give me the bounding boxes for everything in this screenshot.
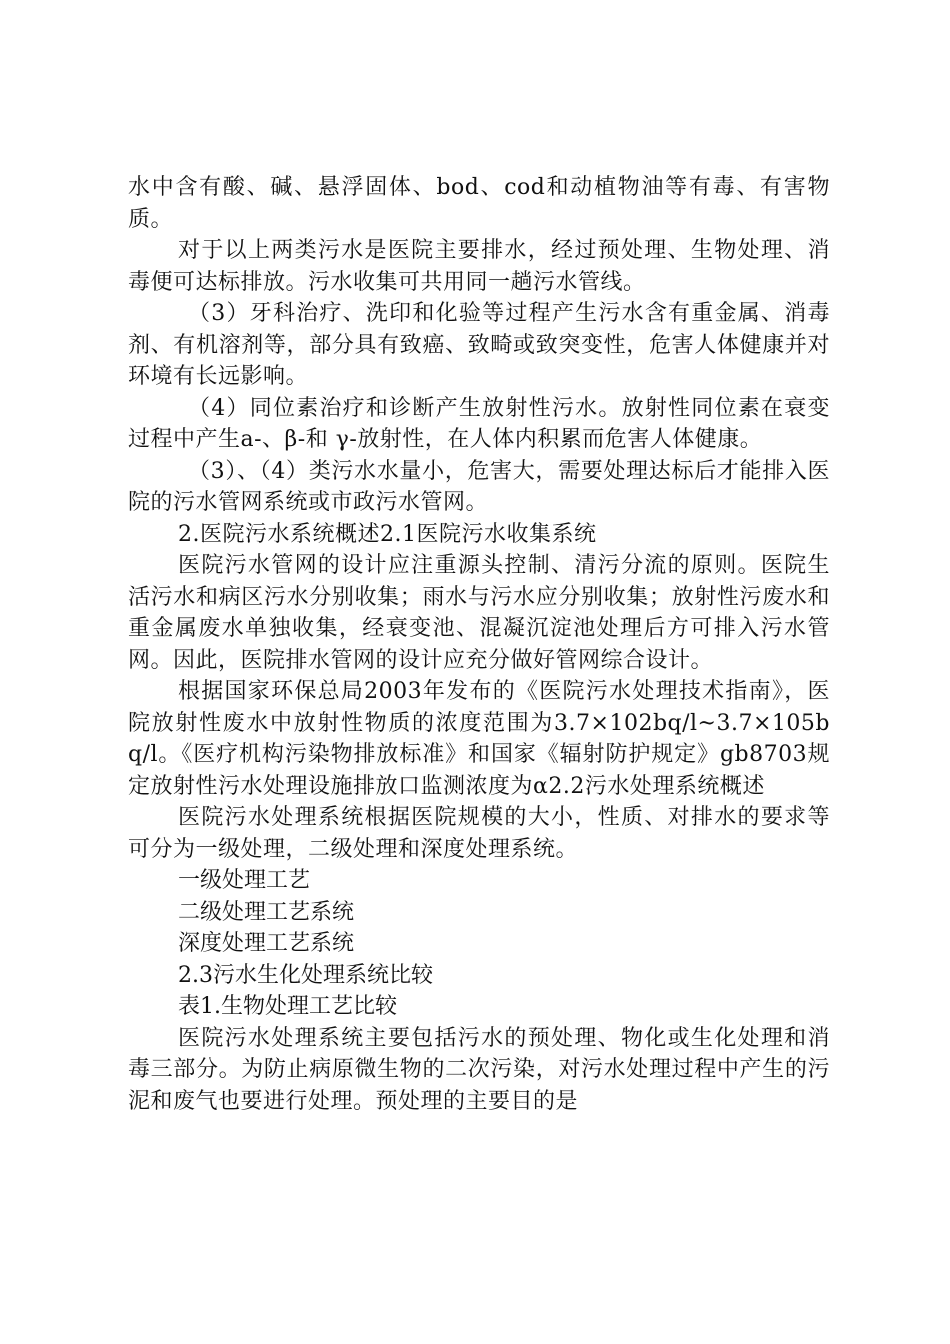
- paragraph-treatment-levels: 医院污水处理系统根据医院规模的大小，性质、对排水的要求等可分为一级处理，二级处理和深度处理系统。: [128, 805, 830, 862]
- list-item-advanced: 深度处理工艺系统: [178, 931, 355, 956]
- section-heading-comparison: 2.3污水生化处理系统比较: [178, 962, 433, 988]
- list-item-primary: 一级处理工艺: [178, 868, 311, 893]
- paragraph-guideline: 根据国家环保总局2003年发布的《医院污水处理技术指南》，医院放射性废水中放射性物质的浓度范围为3.7×102bq/l~3.7×105bq/l。《医疗机构污染物排放标准》和国家《辐射防护规定》gb8703规定放射性污水处理设施排放口监测浓度为α2.2污水处理系统概述: [128, 679, 830, 799]
- paragraph-small-volume: （3）、（4）类污水水量小，危害大，需要处理达标后才能排入医院的污水管网系统或市政污水管网。: [128, 458, 830, 515]
- paragraph-dental-wastewater: （3）牙科治疗、洗印和化验等过程产生污水含有重金属、消毒剂、有机溶剂等，部分具有致癌、致畸或致突变性，危害人体健康并对环境有长远影响。: [128, 301, 830, 389]
- section-heading-collection: 2.医院污水系统概述2.1医院污水收集系统: [178, 521, 597, 547]
- document-page: [128, 172, 830, 1117]
- paragraph-main-drainage: 对于以上两类污水是医院主要排水，经过预处理、生物处理、消毒便可达标排放。污水收集可共用同一趟污水管线。: [128, 238, 830, 295]
- paragraph-pipe-network: 医院污水管网的设计应注重源头控制、清污分流的原则。医院生活污水和病区污水分别收集；雨水与污水应分别收集；放射性污废水和重金属废水单独收集，经衰变池、混凝沉淀池处理后方可排入污水管网。因此，医院排水管网的设计应充分做好管网综合设计。: [128, 553, 830, 673]
- list-item-secondary: 二级处理工艺系统: [178, 899, 355, 925]
- paragraph-radioactive-wastewater: （4）同位素治疗和诊断产生放射性污水。放射性同位素在衰变过程中产生a-、β-和 γ-放射性，在人体内积累而危害人体健康。: [128, 395, 830, 452]
- table-caption: 表1.生物处理工艺比较: [178, 994, 397, 1019]
- paragraph-system-components: 医院污水处理系统主要包括污水的预处理、物化或生化处理和消毒三部分。为防止病原微生物的二次污染，对污水处理过程中产生的污泥和废气也要进行处理。预处理的主要目的是: [128, 1025, 830, 1114]
- paragraph-continuation: 水中含有酸、碱、悬浮固体、bod、cod和动植物油等有毒、有害物质。: [128, 175, 831, 232]
